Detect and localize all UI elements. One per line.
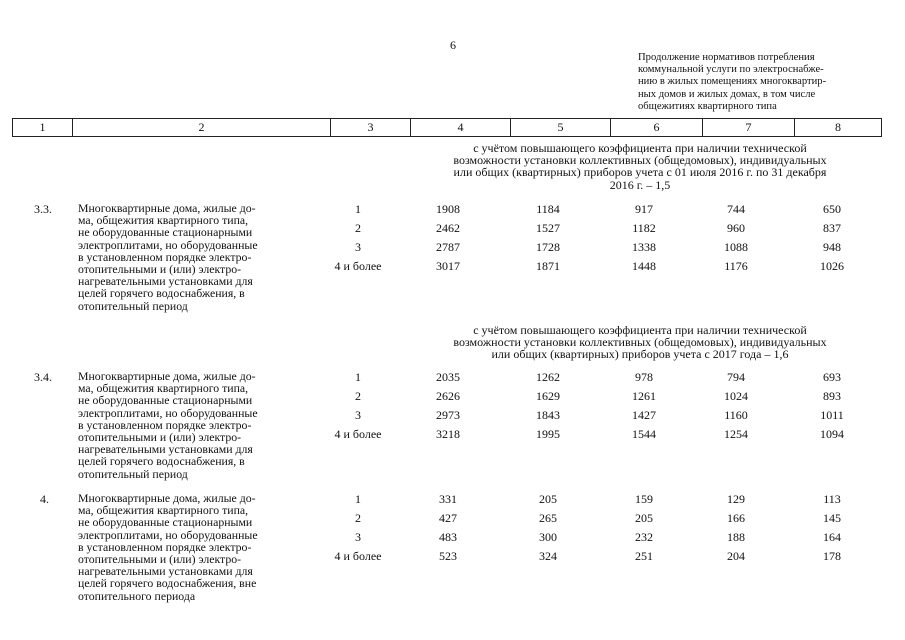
value-cell: 1908 (436, 202, 460, 216)
continuation-line: коммунальной услуги по электроснабже- (638, 64, 824, 76)
value-cell: 1160 (724, 408, 748, 422)
description-line: не оборудованные стационарными (78, 515, 253, 530)
value-cell: 1094 (820, 427, 844, 441)
value-cell: 744 (727, 202, 745, 216)
persons-cell: 4 и более (334, 427, 382, 441)
description-line: электроплитами, но оборудованные (78, 237, 258, 252)
note-line: или общих (квартирных) приборов учета с 01 июля 2016 г. по 31 декабря (453, 165, 827, 180)
continuation-title (638, 52, 876, 113)
value-cell: 1527 (536, 221, 560, 235)
value-cell: 893 (823, 389, 841, 403)
item-description (78, 202, 312, 312)
value-cell: 159 (635, 492, 653, 506)
column-number: 1 (13, 119, 73, 136)
item-description (78, 492, 312, 602)
persons-cell: 3 (355, 530, 361, 544)
value-cell: 129 (727, 492, 745, 506)
description-line: целей горячего водоснабжения, вне (78, 576, 257, 591)
note-line: с учётом повышающего коэффициента при наличии технической (473, 141, 807, 155)
persons-cell: 2 (355, 221, 361, 235)
description-line: не оборудованные стационарными (78, 393, 253, 408)
description-line: электроплитами, но оборудованные (78, 405, 258, 420)
persons-cell: 2 (355, 511, 361, 525)
value-cell: 1254 (724, 427, 748, 441)
persons-cell: 4 и более (334, 549, 382, 563)
value-cell: 693 (823, 370, 841, 384)
continuation-line: общежитиях квартирного типа (638, 100, 777, 112)
description-line: отопительный период (78, 298, 188, 313)
value-cell: 1338 (632, 240, 656, 254)
value-cell: 1261 (632, 389, 656, 403)
value-cell: 960 (727, 221, 745, 235)
page-number: 6 (450, 38, 456, 52)
column-number: 2 (73, 119, 331, 136)
column-number-row (12, 118, 882, 137)
persons-cell: 3 (355, 408, 361, 422)
value-cell: 1182 (632, 221, 656, 235)
persons-cell: 1 (355, 492, 361, 506)
description-line: ма, общежития квартирного типа, (78, 503, 249, 518)
description-line: отопительными и (или) электро- (78, 430, 242, 445)
value-cell: 523 (439, 549, 457, 563)
continuation-line: нию в жилых помещениях многоквартир- (638, 76, 827, 88)
description-line: в установленном порядке электро- (78, 417, 252, 432)
value-cell: 204 (727, 549, 745, 563)
description-line: в установленном порядке электро- (78, 249, 252, 264)
item-description (78, 370, 312, 480)
value-cell: 1184 (536, 202, 560, 216)
item-code: 3.3. (34, 202, 52, 216)
description-line: целей горячего водоснабжения, в (78, 454, 245, 469)
value-cell: 2462 (436, 221, 460, 235)
column-number: 8 (835, 120, 841, 134)
value-cell: 2973 (436, 408, 460, 422)
description-line: ма, общежития квартирного типа, (78, 213, 249, 228)
value-cell: 164 (823, 530, 841, 544)
note-line: или общих (квартирных) приборов учета с 2017 года – 1,6 (491, 347, 789, 362)
description-line: Многоквартирные дома, жилые до- (78, 201, 256, 215)
value-cell: 1088 (724, 240, 748, 254)
coefficient-note (398, 142, 882, 191)
item-code: 4. (40, 492, 49, 506)
value-cell: 331 (439, 492, 457, 506)
description-line: отопительными и (или) электро- (78, 262, 242, 277)
value-cell: 205 (635, 511, 653, 525)
description-line: отопительный период (78, 466, 188, 481)
value-cell: 1262 (536, 370, 560, 384)
value-cell: 1995 (536, 427, 560, 441)
value-cell: 1843 (536, 408, 560, 422)
description-line: не оборудованные стационарными (78, 225, 253, 240)
description-line: отопительного периода (78, 588, 196, 603)
value-cell: 978 (635, 370, 653, 384)
value-cell: 2787 (436, 240, 460, 254)
value-cell: 837 (823, 221, 841, 235)
column-number: 3 (331, 119, 411, 136)
value-cell: 145 (823, 511, 841, 525)
value-cell: 1026 (820, 259, 844, 273)
column-number: 5 (511, 119, 611, 136)
persons-cell: 2 (355, 389, 361, 403)
value-cell: 1176 (724, 259, 748, 273)
value-cell: 917 (635, 202, 653, 216)
value-cell: 178 (823, 549, 841, 563)
value-cell: 300 (539, 530, 557, 544)
value-cell: 205 (539, 492, 557, 506)
value-cell: 113 (823, 492, 841, 506)
description-line: Многоквартирные дома, жилые до- (78, 369, 256, 383)
column-number: 4 (411, 119, 511, 136)
value-cell: 2626 (436, 389, 460, 403)
value-cell: 166 (727, 511, 745, 525)
value-cell: 1448 (632, 259, 656, 273)
value-cell: 3017 (436, 259, 460, 273)
description-line: целей горячего водоснабжения, в (78, 286, 245, 301)
column-number: 6 (611, 119, 703, 136)
note-line: 2016 г. – 1,5 (609, 177, 671, 192)
item-code: 3.4. (34, 370, 52, 384)
value-cell: 1427 (632, 408, 656, 422)
coefficient-note (398, 324, 882, 361)
description-line: нагревательными установками для (78, 274, 253, 289)
description-line: нагревательными установками для (78, 442, 253, 457)
value-cell: 1024 (724, 389, 748, 403)
description-line: отопительными и (или) электро- (78, 552, 242, 567)
value-cell: 188 (727, 530, 745, 544)
persons-cell: 3 (355, 240, 361, 254)
value-cell: 794 (727, 370, 745, 384)
description-line: нагревательными установками для (78, 564, 253, 579)
value-cell: 251 (635, 549, 653, 563)
description-line: электроплитами, но оборудованные (78, 527, 258, 542)
persons-cell: 1 (355, 202, 361, 216)
description-line: ма, общежития квартирного типа, (78, 381, 249, 396)
note-line: с учётом повышающего коэффициента при наличии технической (473, 323, 807, 337)
note-line: возможности установки коллективных (общедомовых), индивидуальных (453, 335, 827, 350)
value-cell: 1011 (820, 408, 844, 422)
value-cell: 948 (823, 240, 841, 254)
description-line: в установленном порядке электро- (78, 539, 252, 554)
value-cell: 1728 (536, 240, 560, 254)
value-cell: 650 (823, 202, 841, 216)
value-cell: 1544 (632, 427, 656, 441)
persons-cell: 1 (355, 370, 361, 384)
description-line: Многоквартирные дома, жилые до- (78, 491, 256, 505)
column-number: 7 (703, 119, 795, 136)
value-cell: 265 (539, 511, 557, 525)
value-cell: 1629 (536, 389, 560, 403)
value-cell: 324 (539, 549, 557, 563)
value-cell: 427 (439, 511, 457, 525)
value-cell: 3218 (436, 427, 460, 441)
value-cell: 2035 (436, 370, 460, 384)
value-cell: 1871 (536, 259, 560, 273)
persons-cell: 4 и более (334, 259, 382, 273)
value-cell: 483 (439, 530, 457, 544)
continuation-line: Продолжение нормативов потребления (638, 52, 815, 63)
note-line: возможности установки коллективных (общедомовых), индивидуальных (453, 153, 827, 168)
continuation-line: ных домов и жилых домах, в том числе (638, 88, 816, 100)
value-cell: 232 (635, 530, 653, 544)
